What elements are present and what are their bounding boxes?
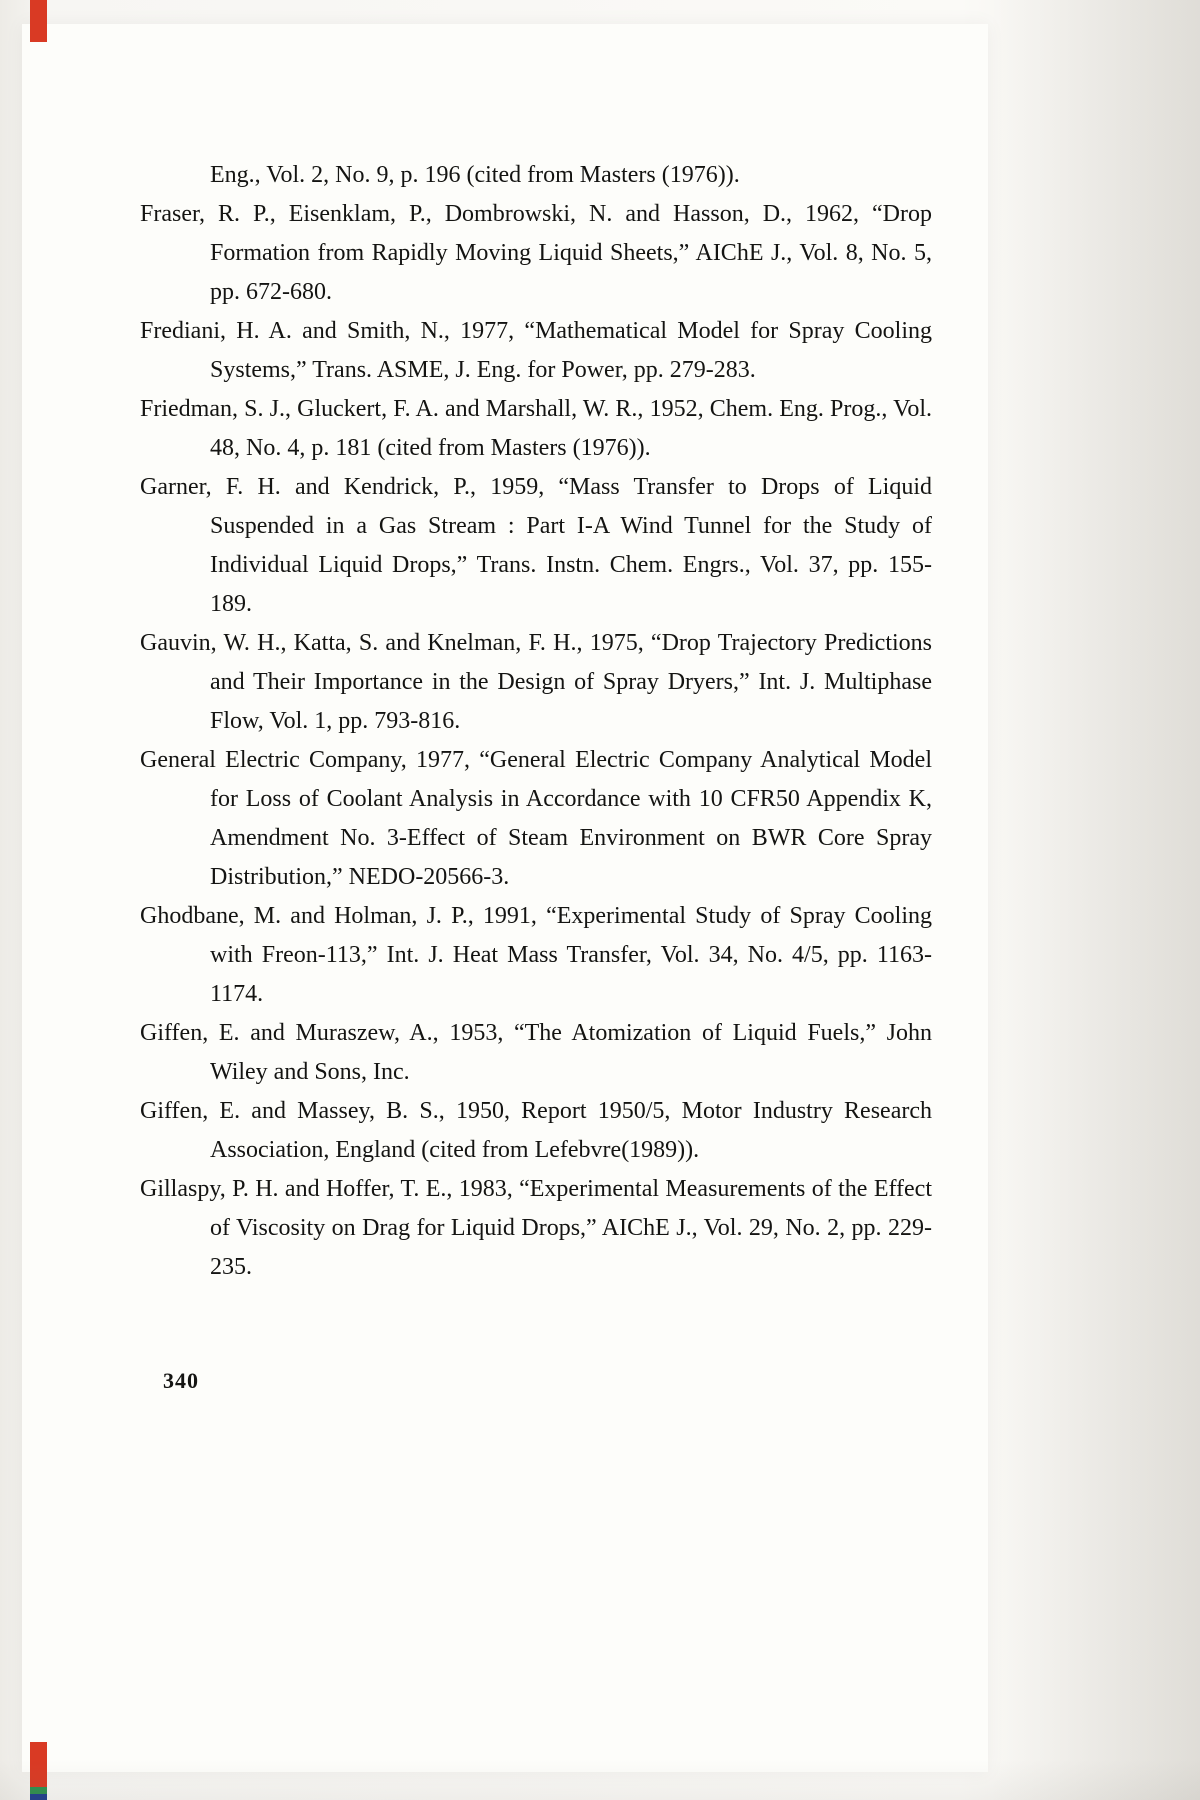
reference-entry: Giffen, E. and Massey, B. S., 1950, Report 1950/5, Motor Industry Research Association, England (cited from Lefebvre(1989)). — [140, 1098, 932, 1163]
reference-entry: Giffen, E. and Muraszew, A., 1953, “The Atomization of Liquid Fuels,” John Wiley and Sons, Inc. — [140, 1020, 932, 1085]
reference-entry: General Electric Company, 1977, “General Electric Company Analytical Model for Loss of Coolant Analysis in Accordance with 10 CFR50 Appendix K, Amendment No. 3-Effect of Steam Environment on BWR Core Spray Distribution,” NEDO-20566-3. — [140, 747, 932, 890]
page-number: 340 — [163, 1368, 199, 1393]
reference-entry: Gauvin, W. H., Katta, S. and Knelman, F. H., 1975, “Drop Trajectory Predictions and Their Importance in the Design of Spray Dryers,” Int. J. Multiphase Flow, Vol. 1, pp. 793-816. — [140, 630, 932, 734]
reference-entry: Friedman, S. J., Gluckert, F. A. and Marshall, W. R., 1952, Chem. Eng. Prog., Vol. 48, No. 4, p. 181 (cited from Masters (1976)). — [140, 396, 932, 461]
scan-color-bar-red-bottom — [30, 1742, 47, 1787]
scan-edge-shade-right — [990, 0, 1200, 1800]
reference-entry: Ghodbane, M. and Holman, J. P., 1991, “Experimental Study of Spray Cooling with Freon-113,” Int. J. Heat Mass Transfer, Vol. 34, No. 4/5, pp. 1163-1174. — [140, 903, 932, 1007]
reference-entry: Frediani, H. A. and Smith, N., 1977, “Mathematical Model for Spray Cooling Systems,” Trans. ASME, J. Eng. for Power, pp. 279-283. — [140, 318, 932, 383]
scan-color-bar-green-bottom — [30, 1787, 47, 1794]
reference-entry: Gillaspy, P. H. and Hoffer, T. E., 1983, “Experimental Measurements of the Effect of Viscosity on Drag for Liquid Drops,” AIChE J., Vol. 29, No. 2, pp. 229-235. — [140, 1176, 932, 1280]
scan-color-bar-red-top — [30, 0, 47, 42]
reference-entry-continuation: Eng., Vol. 2, No. 9, p. 196 (cited from Masters (1976)). — [210, 162, 740, 188]
reference-list — [140, 156, 932, 1287]
scan-color-bar-blue-bottom — [30, 1794, 47, 1800]
reference-entry: Fraser, R. P., Eisenklam, P., Dombrowski, N. and Hasson, D., 1962, “Drop Formation from Rapidly Moving Liquid Sheets,” AIChE J., Vol. 8, No. 5, pp. 672-680. — [140, 201, 932, 305]
reference-entry: Garner, F. H. and Kendrick, P., 1959, “Mass Transfer to Drops of Liquid Suspended in a Gas Stream : Part I-A Wind Tunnel for the Study of Individual Liquid Drops,” Trans. Instn. Chem. Engrs., Vol. 37, pp. 155-189. — [140, 474, 932, 617]
